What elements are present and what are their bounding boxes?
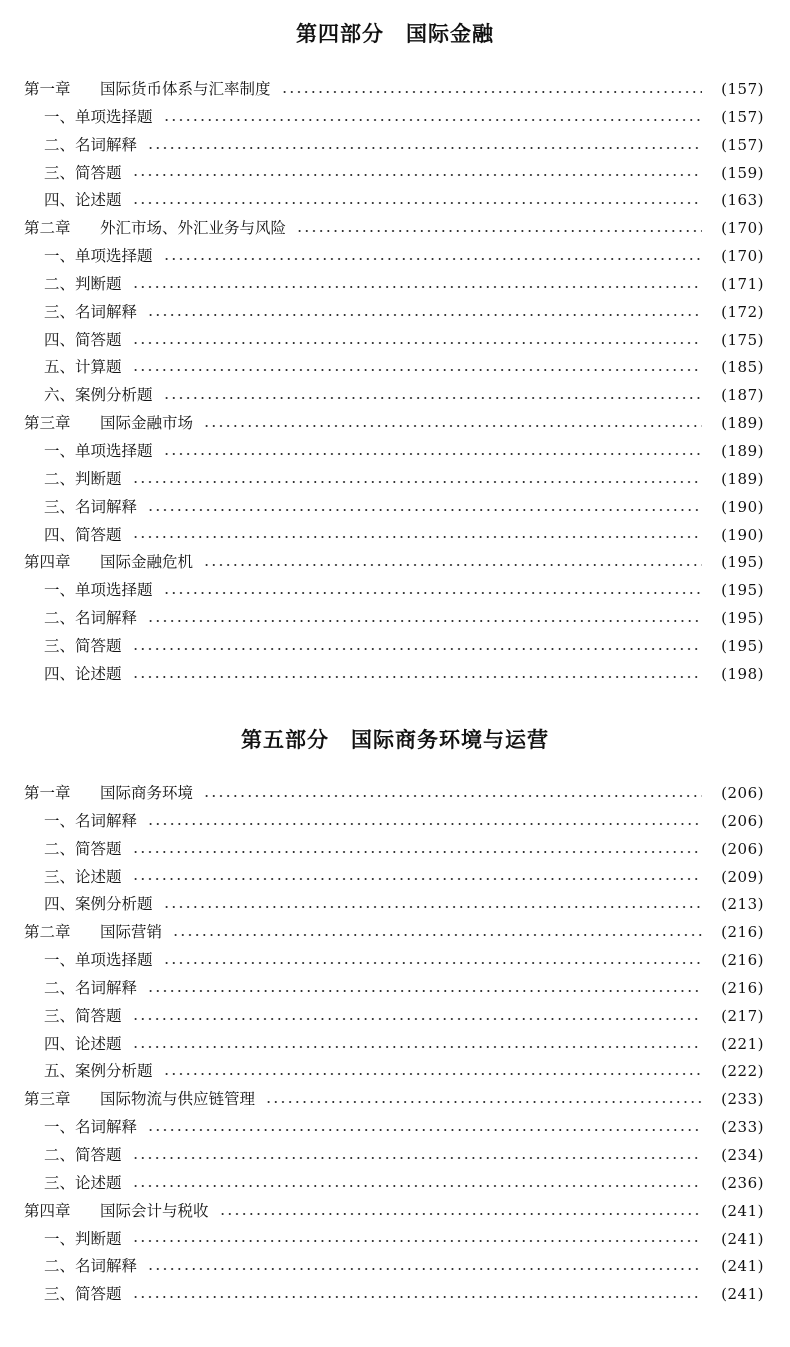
chapter-title: 国际营销 (100, 923, 163, 942)
toc-section-row[interactable] (24, 577, 764, 605)
dot-leader (163, 906, 702, 908)
toc-section-row[interactable] (24, 836, 764, 864)
section-label: 一、名词解释 (44, 811, 138, 830)
page-number: (233) (721, 1090, 764, 1109)
section-label: 三、简答题 (44, 1285, 122, 1304)
page-number: (206) (721, 811, 764, 830)
toc-section-row[interactable] (24, 1031, 764, 1059)
chapter-number: 第二章 (24, 219, 71, 238)
section-label: 四、论述题 (44, 1034, 122, 1053)
toc-section-row[interactable] (24, 327, 764, 355)
chapter-title: 国际商务环境 (100, 784, 194, 802)
dot-leader (132, 481, 702, 483)
toc-chapter-row[interactable] (24, 76, 764, 104)
page-number: (172) (721, 302, 764, 321)
dot-leader (281, 91, 702, 93)
toc-section-row[interactable] (24, 160, 764, 188)
page-number: (195) (721, 581, 764, 600)
chapter-number: 第三章 (24, 414, 71, 433)
section-label: 五、计算题 (44, 358, 122, 377)
toc-section-row[interactable] (24, 975, 764, 1003)
section-label: 三、论述题 (44, 867, 122, 886)
toc-section-row[interactable] (24, 354, 764, 382)
page-number: (159) (721, 163, 764, 182)
page-number: (216) (721, 923, 764, 942)
toc-chapter-row[interactable] (24, 215, 764, 243)
dot-leader (132, 1046, 702, 1048)
section-label: 四、简答题 (44, 525, 122, 544)
toc-section-row[interactable] (24, 864, 764, 892)
dot-leader (163, 258, 702, 260)
page-number: (198) (721, 664, 764, 683)
dot-leader (132, 202, 702, 204)
dot-leader (163, 962, 702, 964)
part-5-toc (24, 780, 764, 1309)
toc-section-row[interactable] (24, 438, 764, 466)
dot-leader (132, 1157, 702, 1159)
page-number: (241) (721, 1201, 764, 1220)
page-number: (206) (721, 784, 764, 802)
section-label: 一、单项选择题 (44, 107, 153, 126)
page-number: (195) (721, 636, 764, 655)
dot-leader (147, 1129, 702, 1131)
dot-leader (132, 1296, 702, 1298)
page-number: (190) (721, 525, 764, 544)
page-number: (209) (721, 867, 764, 886)
page-number: (157) (721, 80, 764, 98)
dot-leader (132, 851, 702, 853)
section-label: 二、名词解释 (44, 1257, 138, 1276)
page-number: (216) (721, 978, 764, 997)
part-4-name: 国际金融 (406, 22, 494, 46)
dot-leader (132, 174, 702, 176)
page-number: (187) (721, 386, 764, 405)
page-number: (157) (721, 107, 764, 126)
dot-leader (147, 147, 702, 149)
page-number: (195) (721, 553, 764, 572)
dot-leader (132, 1185, 702, 1187)
toc-chapter-row[interactable] (24, 919, 764, 947)
toc-section-row[interactable] (24, 243, 764, 271)
chapter-title: 国际货币体系与汇率制度 (100, 80, 271, 98)
section-label: 五、案例分析题 (44, 1062, 153, 1081)
section-label: 一、单项选择题 (44, 581, 153, 600)
page-number: (189) (721, 441, 764, 460)
dot-leader (203, 425, 702, 427)
section-label: 三、名词解释 (44, 497, 138, 516)
toc-section-row[interactable] (24, 271, 764, 299)
page-number: (195) (721, 609, 764, 628)
page-number: (189) (721, 469, 764, 488)
section-label: 三、简答题 (44, 636, 122, 655)
part-5-name: 国际商务环境与运营 (351, 728, 549, 752)
dot-leader (147, 990, 702, 992)
dot-leader (132, 1018, 702, 1020)
toc-section-row[interactable] (24, 494, 764, 522)
section-label: 三、简答题 (44, 1006, 122, 1025)
toc-chapter-row[interactable] (24, 780, 764, 808)
dot-leader (132, 648, 702, 650)
section-label: 一、判断题 (44, 1229, 122, 1248)
part-4-toc (24, 76, 764, 689)
page-number: (171) (721, 274, 764, 293)
dot-leader (147, 1268, 702, 1270)
page-number: (157) (721, 135, 764, 154)
toc-section-row[interactable] (24, 299, 764, 327)
chapter-title: 国际物流与供应链管理 (100, 1090, 256, 1109)
toc-section-row[interactable] (24, 891, 764, 919)
dot-leader (265, 1101, 702, 1103)
dot-leader (163, 453, 702, 455)
toc-section-row[interactable] (24, 466, 764, 494)
section-label: 二、名词解释 (44, 609, 138, 628)
page-number: (236) (721, 1173, 764, 1192)
page-number: (163) (721, 191, 764, 210)
page-number: (170) (721, 219, 764, 238)
page-number: (213) (721, 895, 764, 914)
dot-leader (163, 1073, 702, 1075)
page-number: (216) (721, 951, 764, 970)
toc-chapter-row[interactable] (24, 1086, 764, 1114)
toc-section-row[interactable] (24, 132, 764, 160)
dot-leader (147, 509, 702, 511)
toc-section-row[interactable] (24, 947, 764, 975)
dot-leader (132, 369, 702, 371)
dot-leader (132, 1240, 702, 1242)
dot-leader (147, 823, 702, 825)
part-5-number: 第五部分 (241, 728, 329, 752)
toc-section-row[interactable] (24, 1253, 764, 1281)
dot-leader (203, 795, 702, 797)
toc-section-row[interactable] (24, 1003, 764, 1031)
chapter-title: 外汇市场、外汇业务与风险 (100, 219, 287, 238)
page-number: (222) (721, 1062, 764, 1081)
toc-section-row[interactable] (24, 1114, 764, 1142)
page-number: (175) (721, 330, 764, 349)
section-label: 四、论述题 (44, 664, 122, 683)
part-5-title (0, 724, 790, 754)
section-label: 三、名词解释 (44, 302, 138, 321)
toc-section-row[interactable] (24, 187, 764, 215)
dot-leader (296, 230, 702, 232)
toc-section-row[interactable] (24, 1142, 764, 1170)
dot-leader (147, 620, 702, 622)
dot-leader (172, 934, 702, 936)
chapter-title: 国际金融市场 (100, 414, 194, 433)
toc-section-row[interactable] (24, 661, 764, 689)
page-number: (190) (721, 497, 764, 516)
page-number: (170) (721, 247, 764, 266)
section-label: 二、简答题 (44, 839, 122, 858)
dot-leader (163, 592, 702, 594)
section-label: 四、案例分析题 (44, 895, 153, 914)
dot-leader (132, 342, 702, 344)
section-label: 三、简答题 (44, 163, 122, 182)
section-label: 二、简答题 (44, 1145, 122, 1164)
page-number: (217) (721, 1006, 764, 1025)
dot-leader (219, 1213, 702, 1215)
section-label: 三、论述题 (44, 1173, 122, 1192)
toc-section-row[interactable] (24, 808, 764, 836)
section-label: 二、名词解释 (44, 135, 138, 154)
dot-leader (132, 878, 702, 880)
toc-section-row[interactable] (24, 605, 764, 633)
dot-leader (132, 286, 702, 288)
page-number: (206) (721, 839, 764, 858)
toc-section-row[interactable] (24, 1226, 764, 1254)
chapter-title: 国际金融危机 (100, 553, 194, 572)
toc-chapter-row[interactable] (24, 549, 764, 577)
section-label: 二、名词解释 (44, 978, 138, 997)
chapter-number: 第二章 (24, 923, 71, 942)
page-number: (189) (721, 414, 764, 433)
toc-section-row[interactable] (24, 1281, 764, 1309)
part-4-title (0, 18, 790, 48)
section-label: 二、判断题 (44, 274, 122, 293)
toc-section-row[interactable] (24, 522, 764, 550)
section-label: 一、单项选择题 (44, 247, 153, 266)
page-number: (221) (721, 1034, 764, 1053)
dot-leader (132, 536, 702, 538)
toc-section-row[interactable] (24, 1170, 764, 1198)
dot-leader (163, 119, 702, 121)
dot-leader (203, 564, 702, 566)
page-number: (241) (721, 1285, 764, 1304)
section-label: 一、单项选择题 (44, 441, 153, 460)
chapter-number: 第一章 (24, 784, 71, 802)
section-label: 一、单项选择题 (44, 951, 153, 970)
page-number: (233) (721, 1118, 764, 1137)
section-label: 一、名词解释 (44, 1118, 138, 1137)
toc-section-row[interactable] (24, 1058, 764, 1086)
chapter-title: 国际会计与税收 (100, 1201, 209, 1220)
toc-chapter-row[interactable] (24, 1198, 764, 1226)
page-number: (234) (721, 1145, 764, 1164)
toc-chapter-row[interactable] (24, 410, 764, 438)
section-label: 四、论述题 (44, 191, 122, 210)
chapter-number: 第四章 (24, 1201, 71, 1220)
chapter-number: 第三章 (24, 1090, 71, 1109)
chapter-number: 第四章 (24, 553, 71, 572)
section-label: 六、案例分析题 (44, 386, 153, 405)
dot-leader (147, 314, 702, 316)
chapter-number: 第一章 (24, 80, 71, 98)
page-number: (241) (721, 1257, 764, 1276)
part-4-number: 第四部分 (296, 22, 384, 46)
section-label: 四、简答题 (44, 330, 122, 349)
toc-section-row[interactable] (24, 382, 764, 410)
toc-section-row[interactable] (24, 633, 764, 661)
dot-leader (132, 676, 702, 678)
page-number: (241) (721, 1229, 764, 1248)
toc-section-row[interactable] (24, 104, 764, 132)
page-number: (185) (721, 358, 764, 377)
dot-leader (163, 397, 702, 399)
section-label: 二、判断题 (44, 469, 122, 488)
